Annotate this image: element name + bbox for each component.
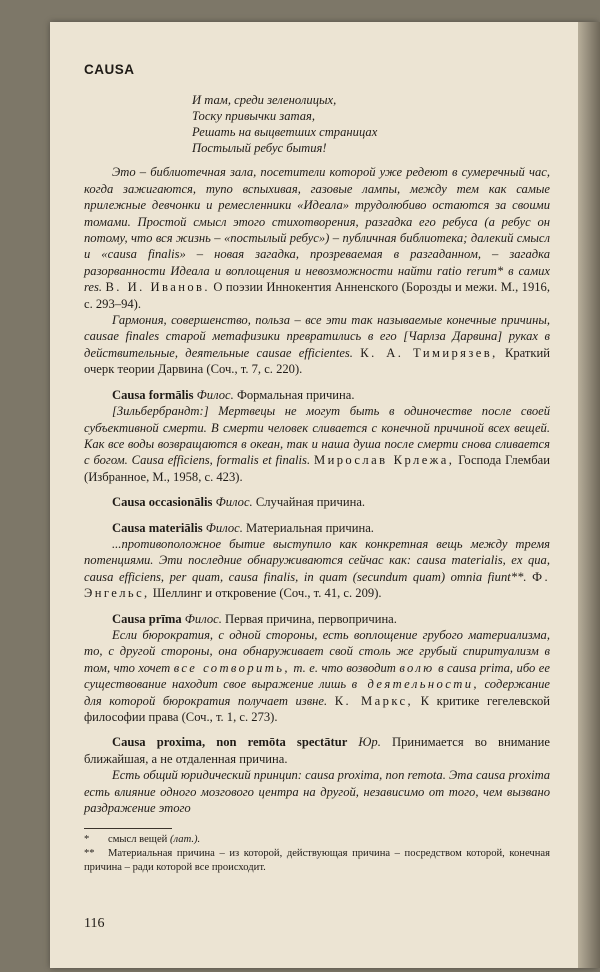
entry-term: Causa materiālis <box>112 520 203 535</box>
entry-label: Филос. <box>196 387 234 402</box>
quotation-text: Гармония, совершенство, польза – все эти так называемые конечные причины, causae finales старой метафизики превратились в его [Чарлза Дарвина] руках в действительные, деятельные causae efficientes. <box>84 313 550 360</box>
entry-term: Causa proxima, non remōta spectātur <box>112 735 348 750</box>
quotation-emphasis: волю <box>399 660 435 675</box>
entry-label: Филос. <box>215 495 253 510</box>
quotation-source: Господа Глембаи (Избранное, М., 1958, с. 423). <box>84 453 550 484</box>
poem-line: Постылый ребус бытия! <box>192 141 327 156</box>
quotation-source: О поэзии Иннокентия Анненского (Борозды и межи. М., 1916, с. 293–94). <box>84 280 550 311</box>
quotation-legal-principle <box>84 767 550 816</box>
entry-definition: Случайная причина. <box>255 495 366 510</box>
entry-label: Юр. <box>358 735 381 750</box>
quotation-marx <box>84 627 550 725</box>
quotation-text: Если бюрократия, с одной стороны, есть воплощение грубого материализма, то, с другой стороны, она обнаруживает свой столь же грубый спиритуализм в том, что хочет <box>84 627 550 675</box>
footnote-divider <box>84 828 172 829</box>
quotation-source: К критике гегелевской философии права (Соч., т. 1, с. 273). <box>84 693 550 724</box>
quotation-timiryazev <box>84 312 550 378</box>
poem-line: Решать на выцветших страницах <box>192 125 378 140</box>
quotation-text: содержание для которой бюрократия получает извне. <box>84 677 551 708</box>
quotation-krleza <box>84 403 550 485</box>
footnote <box>84 833 550 847</box>
poem-line: И там, среди зеленолицых, <box>192 93 337 108</box>
entry-causa-materialis <box>84 520 550 536</box>
entry-term: Causa formālis <box>112 387 194 402</box>
quotation-engels <box>84 536 550 602</box>
entry-causa-proxima <box>84 734 550 767</box>
entry-definition: Формальная причина. <box>236 387 355 402</box>
page-content <box>84 62 550 874</box>
quotation-emphasis: все сотворить, <box>173 660 290 675</box>
entry-causa-formalis <box>84 387 550 403</box>
footnote-text: Материальная причина – из которой, действующая причина – посредством которой, конечная причина – ради которой все происходит. <box>84 848 550 873</box>
footnote <box>84 847 550 874</box>
quotation-text: Это – библиотечная зала, посетители которой уже редеют в сумеречный час, когда зажигаются, тупо вспыхивая, газовые лампы, между тем как самые прилежные девчонки и ремесленники «Идеала» трудолюбиво остаются за своими томами. Простой смысл этого стихотворения, разгадка его ребуса (а ребус он потому, что вся жизнь – «постылый ребус») – публичная библиотека; далекий смысл и «causa finalis» – новая загадка, прозреваемая в разгаданном, – загадка разорванности Идеала и воплощения и невозможности найти ratio rerum* в самих res. <box>84 165 550 295</box>
quotation-author: Ф. Энгельс, <box>84 569 550 601</box>
entry-heading: CAUSA <box>84 62 135 77</box>
quotation-author: Мирослав Крлежа, <box>313 453 455 468</box>
quotation-text: т. е. что возводит <box>293 660 396 675</box>
entry-term: Causa prīma <box>112 611 182 626</box>
quotation-author: К. Маркс, <box>334 693 414 708</box>
entry-definition: Материальная причина. <box>246 520 374 535</box>
quotation-text: [Зильбербрандт:] Мертвецы не могут быть в одиночестве после своей субъективной смерти. В смерти человек сливается с конечной причиной всех вещей. Как все воды возвращаются в океан, так и наша душа после смерти снова сливается с богом. Causa efficiens, formalis et finalis. <box>84 404 550 468</box>
quotation-text: в causa prima, ибо ее существование находит свое выражение лишь <box>84 660 550 692</box>
footnote-text: смысл вещей <box>108 834 168 846</box>
footnote-mark: ** <box>84 848 95 860</box>
quotation-text: ...противоположное бытие выступило как конкретная вещь между тремя потенциями. Эти последние обнаруживаются сейчас как: causa materialis, ex qua, causa efficiens, per quam, causa finalis, in quam (secundum quam) omnia fiunt**. <box>84 536 550 584</box>
quotation-emphasis: в деятельности, <box>351 677 479 692</box>
entry-causa-occasionalis <box>84 494 550 510</box>
entry-causa-prima <box>84 611 550 627</box>
poem-line: Тоску привычки затая, <box>192 109 316 124</box>
quotation-text: Есть общий юридический принцип: causa proxima, non remota. Эта causa proxima есть влияние одного мозгового центра на другой, независимо от того, чем вызвано раздражение этого <box>84 768 550 816</box>
epigraph-poem <box>192 92 550 156</box>
entry-label: Филос. <box>205 520 243 535</box>
footnote-mark: * <box>84 834 90 846</box>
book-gutter <box>578 22 600 968</box>
quotation-ivanov <box>84 164 550 312</box>
entry-term: Causa occasionālis <box>112 495 213 510</box>
quotation-source: Шеллинг и откровение (Соч., т. 41, с. 209). <box>152 586 382 601</box>
page-number: 116 <box>84 916 105 931</box>
entry-definition: Первая причина, первопричина. <box>225 611 397 626</box>
quotation-author: К. А. Тимирязев, <box>360 345 498 360</box>
entry-definition: Принимается во внимание ближайшая, а не отдаленная причина. <box>84 735 551 766</box>
entry-label: Филос. <box>184 611 222 626</box>
quotation-author: В. И. Иванов. <box>105 280 210 295</box>
footnote-label: (лат.). <box>170 834 201 846</box>
quotation-source: Краткий очерк теории Дарвина (Соч., т. 7, с. 220). <box>84 345 550 377</box>
